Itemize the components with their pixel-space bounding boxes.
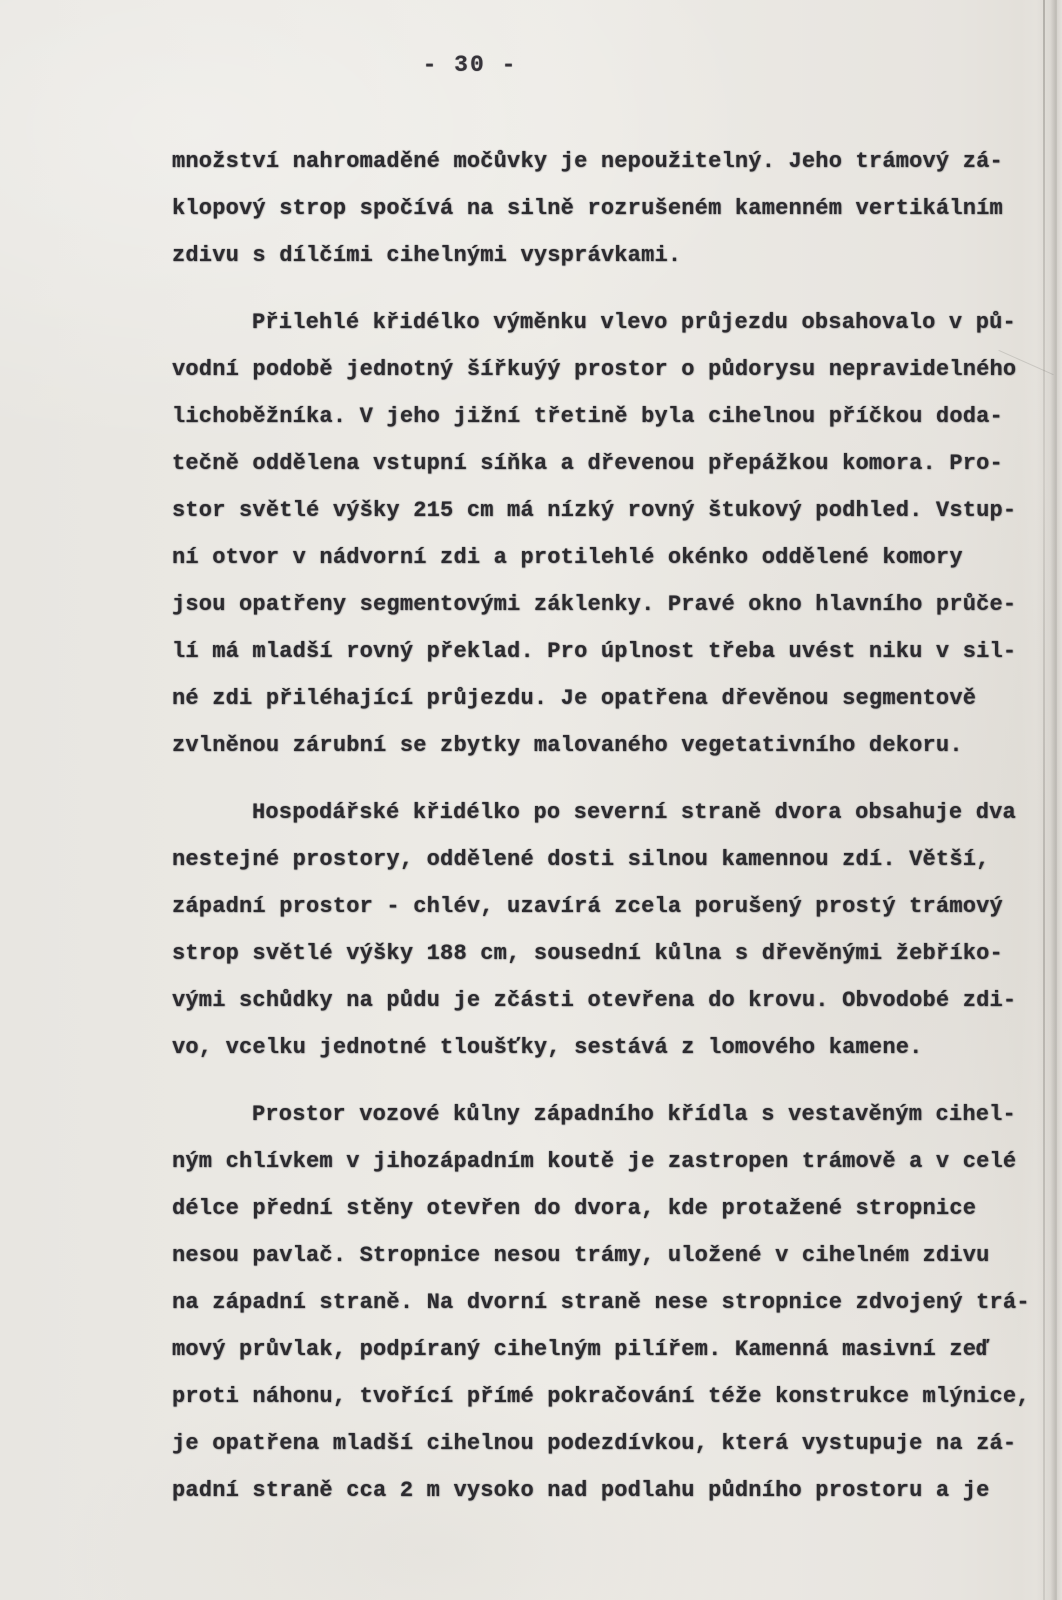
paragraph	[172, 1091, 1028, 1514]
text-line: tečně oddělena vstupní síňka a dřevenou přepážkou komora. Pro-	[172, 451, 1003, 476]
text-line: mový průvlak, podpíraný cihelným pilířem. Kamenná masivní zeď	[172, 1337, 990, 1362]
text-line: Přilehlé křidélko výměnku vlevo průjezdu obsahovalo v pů-	[252, 310, 1016, 335]
text-line: vodní podobě jednotný šířkuýý prostor o půdorysu nepravidelného	[172, 357, 1017, 382]
text-line: padní straně cca 2 m vysoko nad podlahu půdního prostoru a je	[172, 1478, 990, 1503]
text-line: Hospodářské křidélko po severní straně dvora obsahuje dva	[252, 800, 1016, 825]
text-line: né zdi přiléhající průjezdu. Je opatřena dřevěnou segmentově	[172, 686, 977, 711]
text-line: lí má mladší rovný překlad. Pro úplnost třeba uvést niku v sil-	[172, 639, 1017, 664]
page-number: - 30 -	[422, 52, 518, 78]
text-line: zdivu s dílčími cihelnými vysprávkami.	[172, 243, 682, 268]
text-line: vými schůdky na půdu je zčásti otevřena do krovu. Obvodobé zdi-	[172, 988, 1017, 1013]
text-line: na západní straně. Na dvorní straně nese stropnice zdvojený trá-	[172, 1290, 1030, 1315]
page-edge-shadow	[1036, 0, 1062, 1600]
text-line: množství nahromaděné močůvky je nepoužitelný. Jeho trámový zá-	[172, 149, 1003, 174]
text-line: stor světlé výšky 215 cm má nízký rovný štukový podhled. Vstup-	[172, 498, 1017, 523]
text-line: západní prostor - chlév, uzavírá zcela porušený prostý trámový	[172, 894, 1003, 919]
text-line: Prostor vozové kůlny západního křídla s vestavěným cihel-	[252, 1102, 1016, 1127]
text-line: strop světlé výšky 188 cm, sousední kůlna s dřevěnými žebříko-	[172, 941, 1003, 966]
text-line: proti náhonu, tvořící přímé pokračování téže konstrukce mlýnice,	[172, 1384, 1030, 1409]
text-line: klopový strop spočívá na silně rozrušeném kamenném vertikálním	[172, 196, 1003, 221]
paragraph	[172, 299, 1028, 769]
paragraph	[172, 138, 1028, 279]
text-line: jsou opatřeny segmentovými záklenky. Pravé okno hlavního průče-	[172, 592, 1017, 617]
text-line: nesou pavlač. Stropnice nesou trámy, uložené v cihelném zdivu	[172, 1243, 990, 1268]
text-line: nestejné prostory, oddělené dosti silnou kamennou zdí. Větší,	[172, 847, 990, 872]
text-line: zvlněnou zárubní se zbytky malovaného vegetativního dekoru.	[172, 733, 963, 758]
text-line: je opatřena mladší cihelnou podezdívkou, která vystupuje na zá-	[172, 1431, 1017, 1456]
text-line: ným chlívkem v jihozápadním koutě je zastropen trámově a v celé	[172, 1149, 1017, 1174]
page-body	[172, 138, 1028, 1534]
text-line: ní otvor v nádvorní zdi a protilehlé okénko oddělené komory	[172, 545, 963, 570]
text-line: vo, vcelku jednotné tloušťky, sestává z lomového kamene.	[172, 1035, 923, 1060]
paragraph	[172, 789, 1028, 1071]
text-line: délce přední stěny otevřen do dvora, kde protažené stropnice	[172, 1196, 977, 1221]
text-line: lichoběžníka. V jeho jižní třetině byla cihelnou příčkou doda-	[172, 404, 1003, 429]
